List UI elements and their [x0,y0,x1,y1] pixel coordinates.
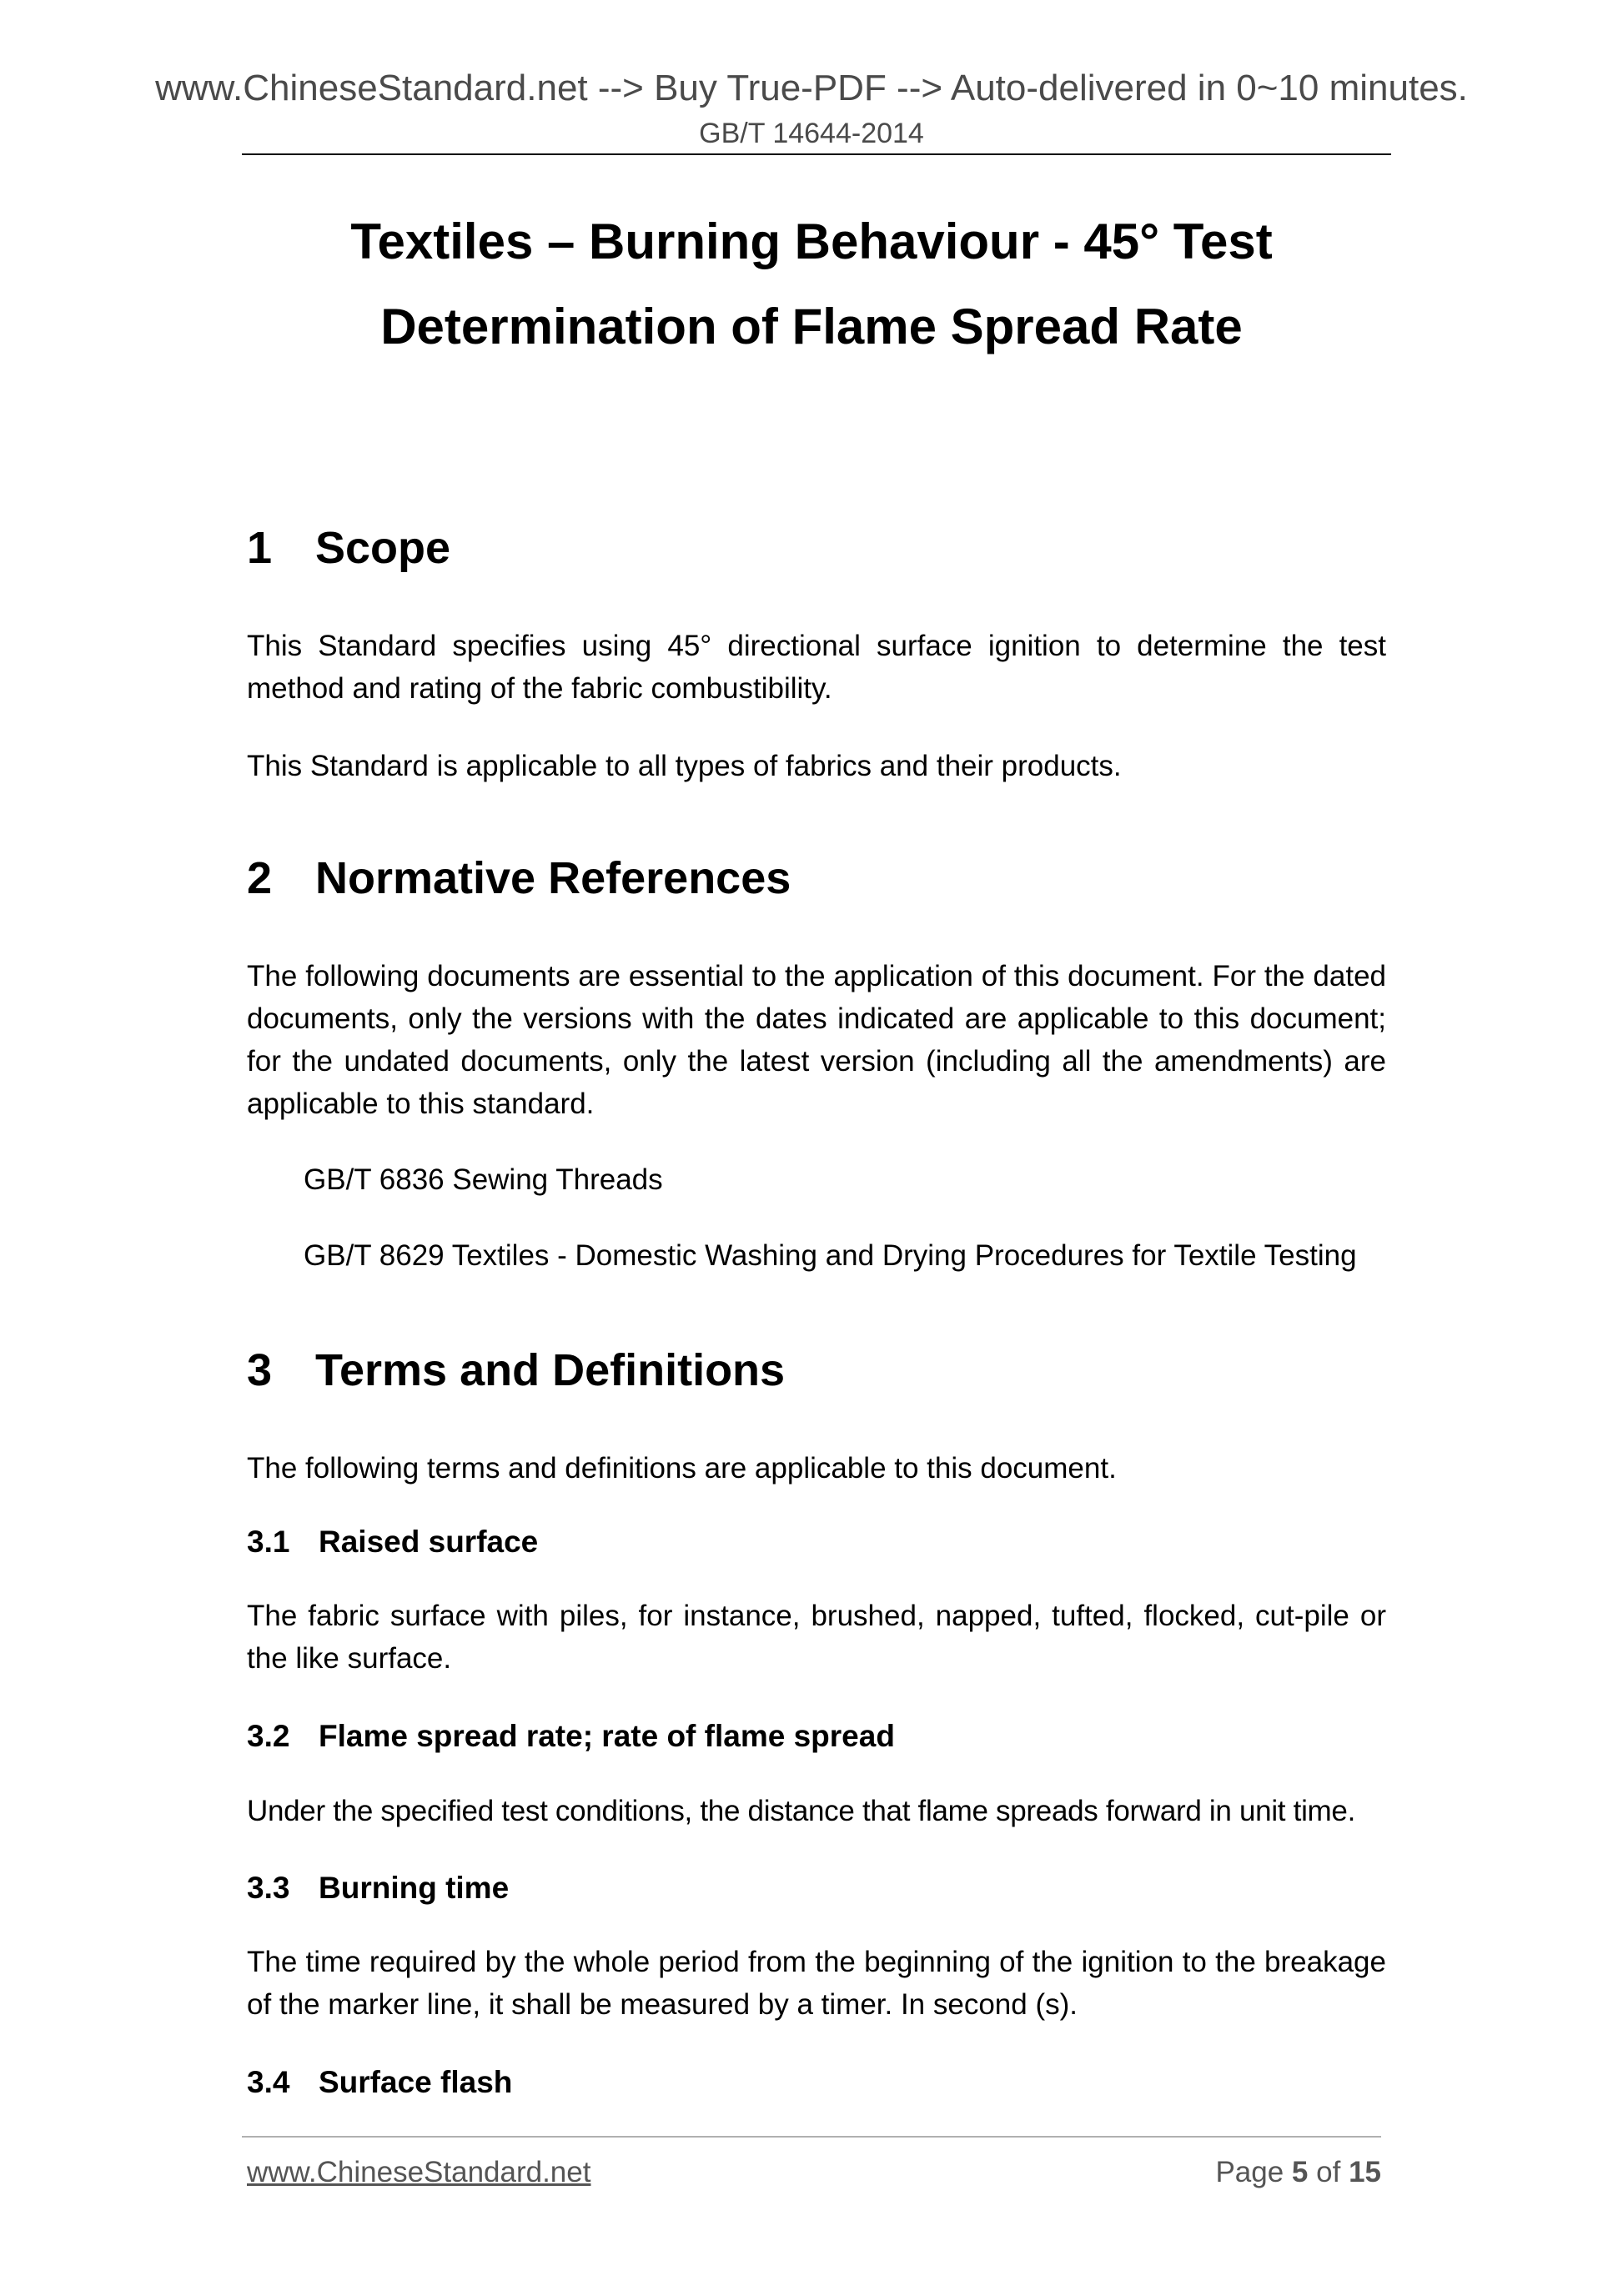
page-of: of [1316,2156,1341,2188]
term-3-3-definition: The time required by the whole period from the beginning of the ignition to the breakage of the marker line, it shall be measured by a timer. In second (s). [247,1946,1386,2021]
scope-paragraph-1: This Standard specifies using 45° directional surface ignition to determine the test method and rating of the fabric combustibility. [247,630,1386,705]
footer-divider [242,2136,1381,2138]
term-title: Surface flash [319,2065,513,2099]
page-total: 15 [1349,2156,1381,2188]
section-title: Terms and Definitions [315,1345,786,1395]
term-number: 3.2 [247,1719,290,1753]
section-2-heading [247,852,791,905]
header-standard-number: GB/T 14644-2014 [699,118,924,149]
term-title: Raised surface [319,1525,539,1559]
scope-paragraph-2: This Standard is applicable to all types of fabrics and their products. [247,750,1122,782]
header-banner[interactable]: www.ChineseStandard.net --> Buy True-PDF --> Auto-delivered in 0~10 minutes. [155,68,1468,108]
section-number: 2 [247,853,273,903]
header-divider [242,153,1391,155]
section-number: 1 [247,523,273,573]
terms-intro-paragraph: The following terms and definitions are applicable to this document. [247,1452,1117,1485]
section-number: 3 [247,1345,273,1395]
section-1-heading [247,521,450,575]
term-3-2-definition: Under the specified test conditions, the distance that flame spreads forward in unit time. [247,1795,1355,1827]
term-3-4-heading [247,2063,512,2102]
page-indicator [1215,2153,1381,2192]
term-3-2-heading [247,1717,895,1756]
term-title: Flame spread rate; rate of flame spread [319,1719,895,1753]
document-title-line2: Determination of Flame Spread Rate [380,299,1243,354]
references-paragraph: The following documents are essential to the application of this document. For the dated documents, only the versions with the dates indicated are applicable to this document; for the undated documents, only the latest version (including all the amendments) are applicable to this standard. [247,960,1386,1120]
page-current: 5 [1291,2156,1309,2188]
section-3-heading [247,1344,785,1397]
document-title-line1: Textiles – Burning Behaviour - 45° Test [350,214,1273,269]
reference-item: GB/T 6836 Sewing Threads [304,1163,663,1196]
term-3-1-definition: The fabric surface with piles, for instance, brushed, napped, tufted, flocked, cut-pile or the like surface. [247,1600,1386,1675]
term-3-3-heading [247,1869,509,1907]
term-title: Burning time [319,1871,510,1905]
page-word: Page [1215,2156,1284,2188]
section-title: Normative References [315,853,791,903]
term-number: 3.4 [247,2065,290,2099]
term-3-1-heading [247,1523,538,1561]
term-number: 3.3 [247,1871,290,1905]
section-title: Scope [315,523,451,573]
footer-website-link[interactable]: www.ChineseStandard.net [247,2156,591,2188]
reference-item: GB/T 8629 Textiles - Domestic Washing and Drying Procedures for Textile Testing [304,1239,1357,1272]
term-number: 3.1 [247,1525,290,1559]
